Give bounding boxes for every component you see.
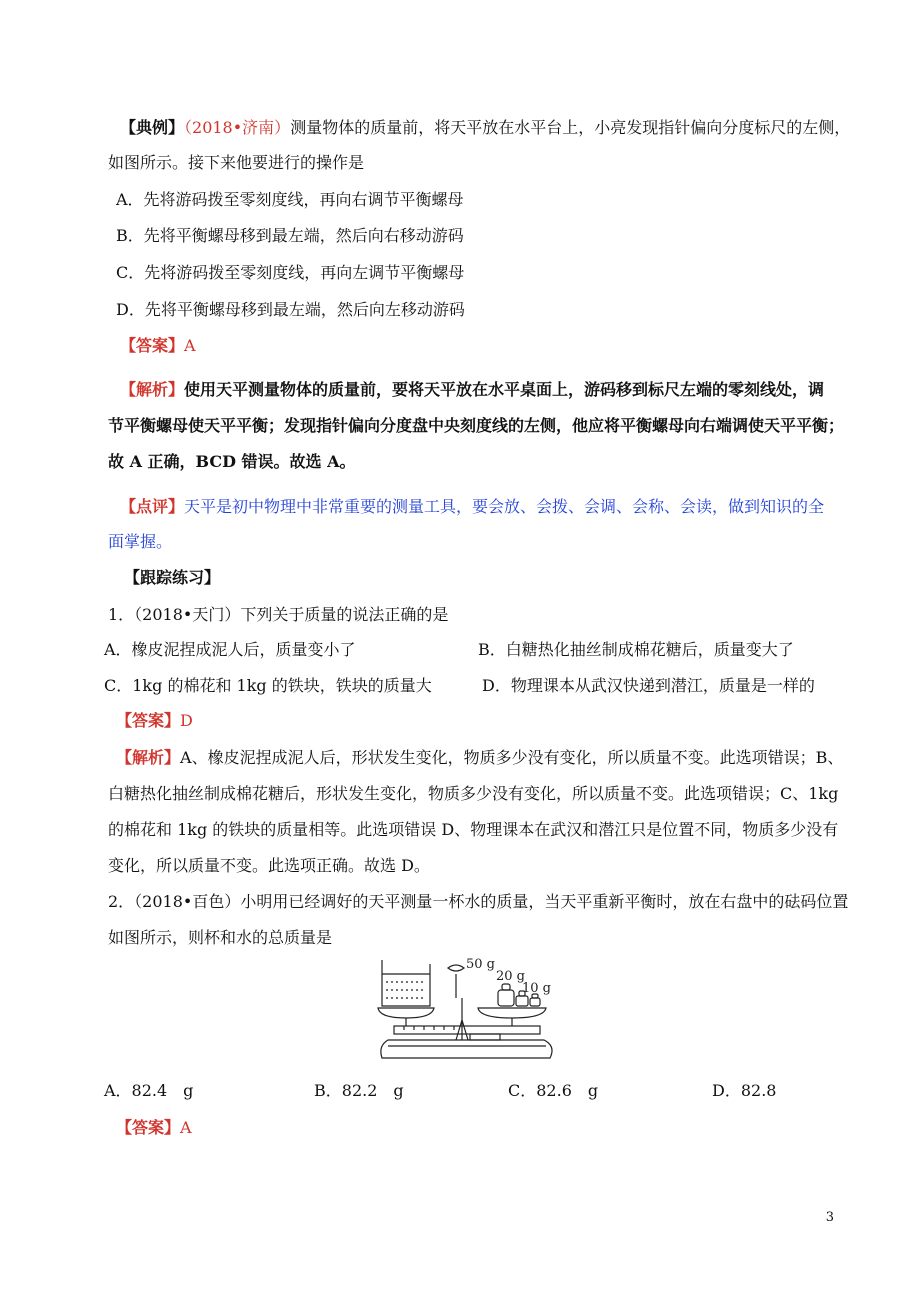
example-comment-tag: 【点评】 xyxy=(120,497,185,516)
q2-answer xyxy=(116,1118,192,1138)
example-option-d: D．先将平衡螺母移到最左端，然后向左移动游码 xyxy=(116,300,465,319)
q2-answer-value: A xyxy=(180,1118,192,1137)
q1-analysis-tag: 【解析】 xyxy=(116,748,181,767)
q2-stem-line-1: 2．（2018•百色）小明用已经调好的天平测量一杯水的质量，当天平重新平衡时，放在右盘中的砝码位置 xyxy=(108,892,849,911)
example-answer-value: A xyxy=(184,336,196,355)
q2-option-b: B．82.2 g xyxy=(314,1081,404,1100)
example-answer xyxy=(120,336,196,356)
q1-answer xyxy=(116,711,193,731)
example-option-a: A．先将游码拨至零刻度线，再向右调节平衡螺母 xyxy=(116,190,464,209)
balance-scale-figure xyxy=(374,954,560,1070)
q1-option-c: C．1kg 的棉花和 1kg 的铁块，铁块的质量大 xyxy=(104,676,432,695)
example-answer-tag: 【答案】 xyxy=(120,336,185,355)
example-text-1: 测量物体的质量前，将天平放在水平台上，小亮发现指针偏向分度标尺的左侧， xyxy=(290,118,851,137)
weight-20g-label: 20 g xyxy=(496,969,525,984)
q1-analysis-line-4: 变化，所以质量不变。此选项正确。故选 D。 xyxy=(108,856,430,875)
weight-50g-label: 50 g xyxy=(466,957,495,972)
q1-option-a: A．橡皮泥捏成泥人后，质量变小了 xyxy=(104,640,356,659)
example-analysis-line-3: 故 A 正确，BCD 错误。故选 A。 xyxy=(108,452,356,471)
q1-answer-value: D xyxy=(180,711,193,730)
example-analysis-line-1 xyxy=(120,380,824,400)
q2-answer-tag: 【答案】 xyxy=(116,1118,181,1137)
example-comment-text-1: 天平是初中物理中非常重要的测量工具，要会放、会拨、会调、会称、会读，做到知识的全 xyxy=(184,497,825,516)
example-comment-line-1 xyxy=(120,497,824,517)
example-line-1 xyxy=(120,118,850,138)
q2-option-c: C．82.6 g xyxy=(508,1081,599,1100)
example-comment-line-2: 面掌握。 xyxy=(108,532,173,551)
example-tag: 【典例】 xyxy=(120,118,185,137)
practice-heading: 【跟踪练习】 xyxy=(124,568,221,587)
example-line-2: 如图所示。接下来他要进行的操作是 xyxy=(108,153,365,172)
example-source: （2018•济南） xyxy=(184,118,291,137)
example-option-b: B．先将平衡螺母移到最左端，然后向右移动游码 xyxy=(116,226,464,245)
q2-option-a: A．82.4 g xyxy=(104,1081,194,1100)
example-analysis-text-1: 使用天平测量物体的质量前，要将天平放在水平桌面上，游码移到标尺左端的零刻线处，调 xyxy=(184,380,825,399)
example-analysis-line-2: 节平衡螺母使天平平衡；发现指针偏向分度盘中央刻度线的左侧，他应将平衡螺母向右端调使天平平衡； xyxy=(108,416,845,435)
example-analysis-tag: 【解析】 xyxy=(120,380,185,399)
q2-option-d: D．82.8 xyxy=(712,1081,777,1100)
q1-option-b: B．白糖热化抽丝制成棉花糖后，质量变大了 xyxy=(478,640,794,659)
q1-analysis-text-1: A、橡皮泥捏成泥人后，形状发生变化，物质多少没有变化，所以质量不变。此选项错误；B、 xyxy=(180,748,844,767)
example-option-c: C．先将游码拨至零刻度线，再向左调节平衡螺母 xyxy=(116,263,465,282)
q2-stem-line-2: 如图所示，则杯和水的总质量是 xyxy=(108,928,333,947)
q1-stem: 1．（2018•天门）下列关于质量的说法正确的是 xyxy=(108,605,449,624)
q1-analysis-line-2: 白糖热化抽丝制成棉花糖后，形状发生变化，物质多少没有变化，所以质量不变。此选项错误；C、1kg xyxy=(108,784,839,803)
page-number: 3 xyxy=(825,1210,834,1225)
q1-answer-tag: 【答案】 xyxy=(116,711,181,730)
q1-option-d: D．物理课本从武汉快递到潜江，质量是一样的 xyxy=(482,676,815,695)
q1-analysis-line-3: 的棉花和 1kg 的铁块的质量相等。此选项错误 D、物理课本在武汉和潜江只是位置不同，物质多少没有 xyxy=(108,820,839,839)
q1-analysis-line-1 xyxy=(116,748,843,768)
weight-10g-label: 10 g xyxy=(522,981,551,996)
